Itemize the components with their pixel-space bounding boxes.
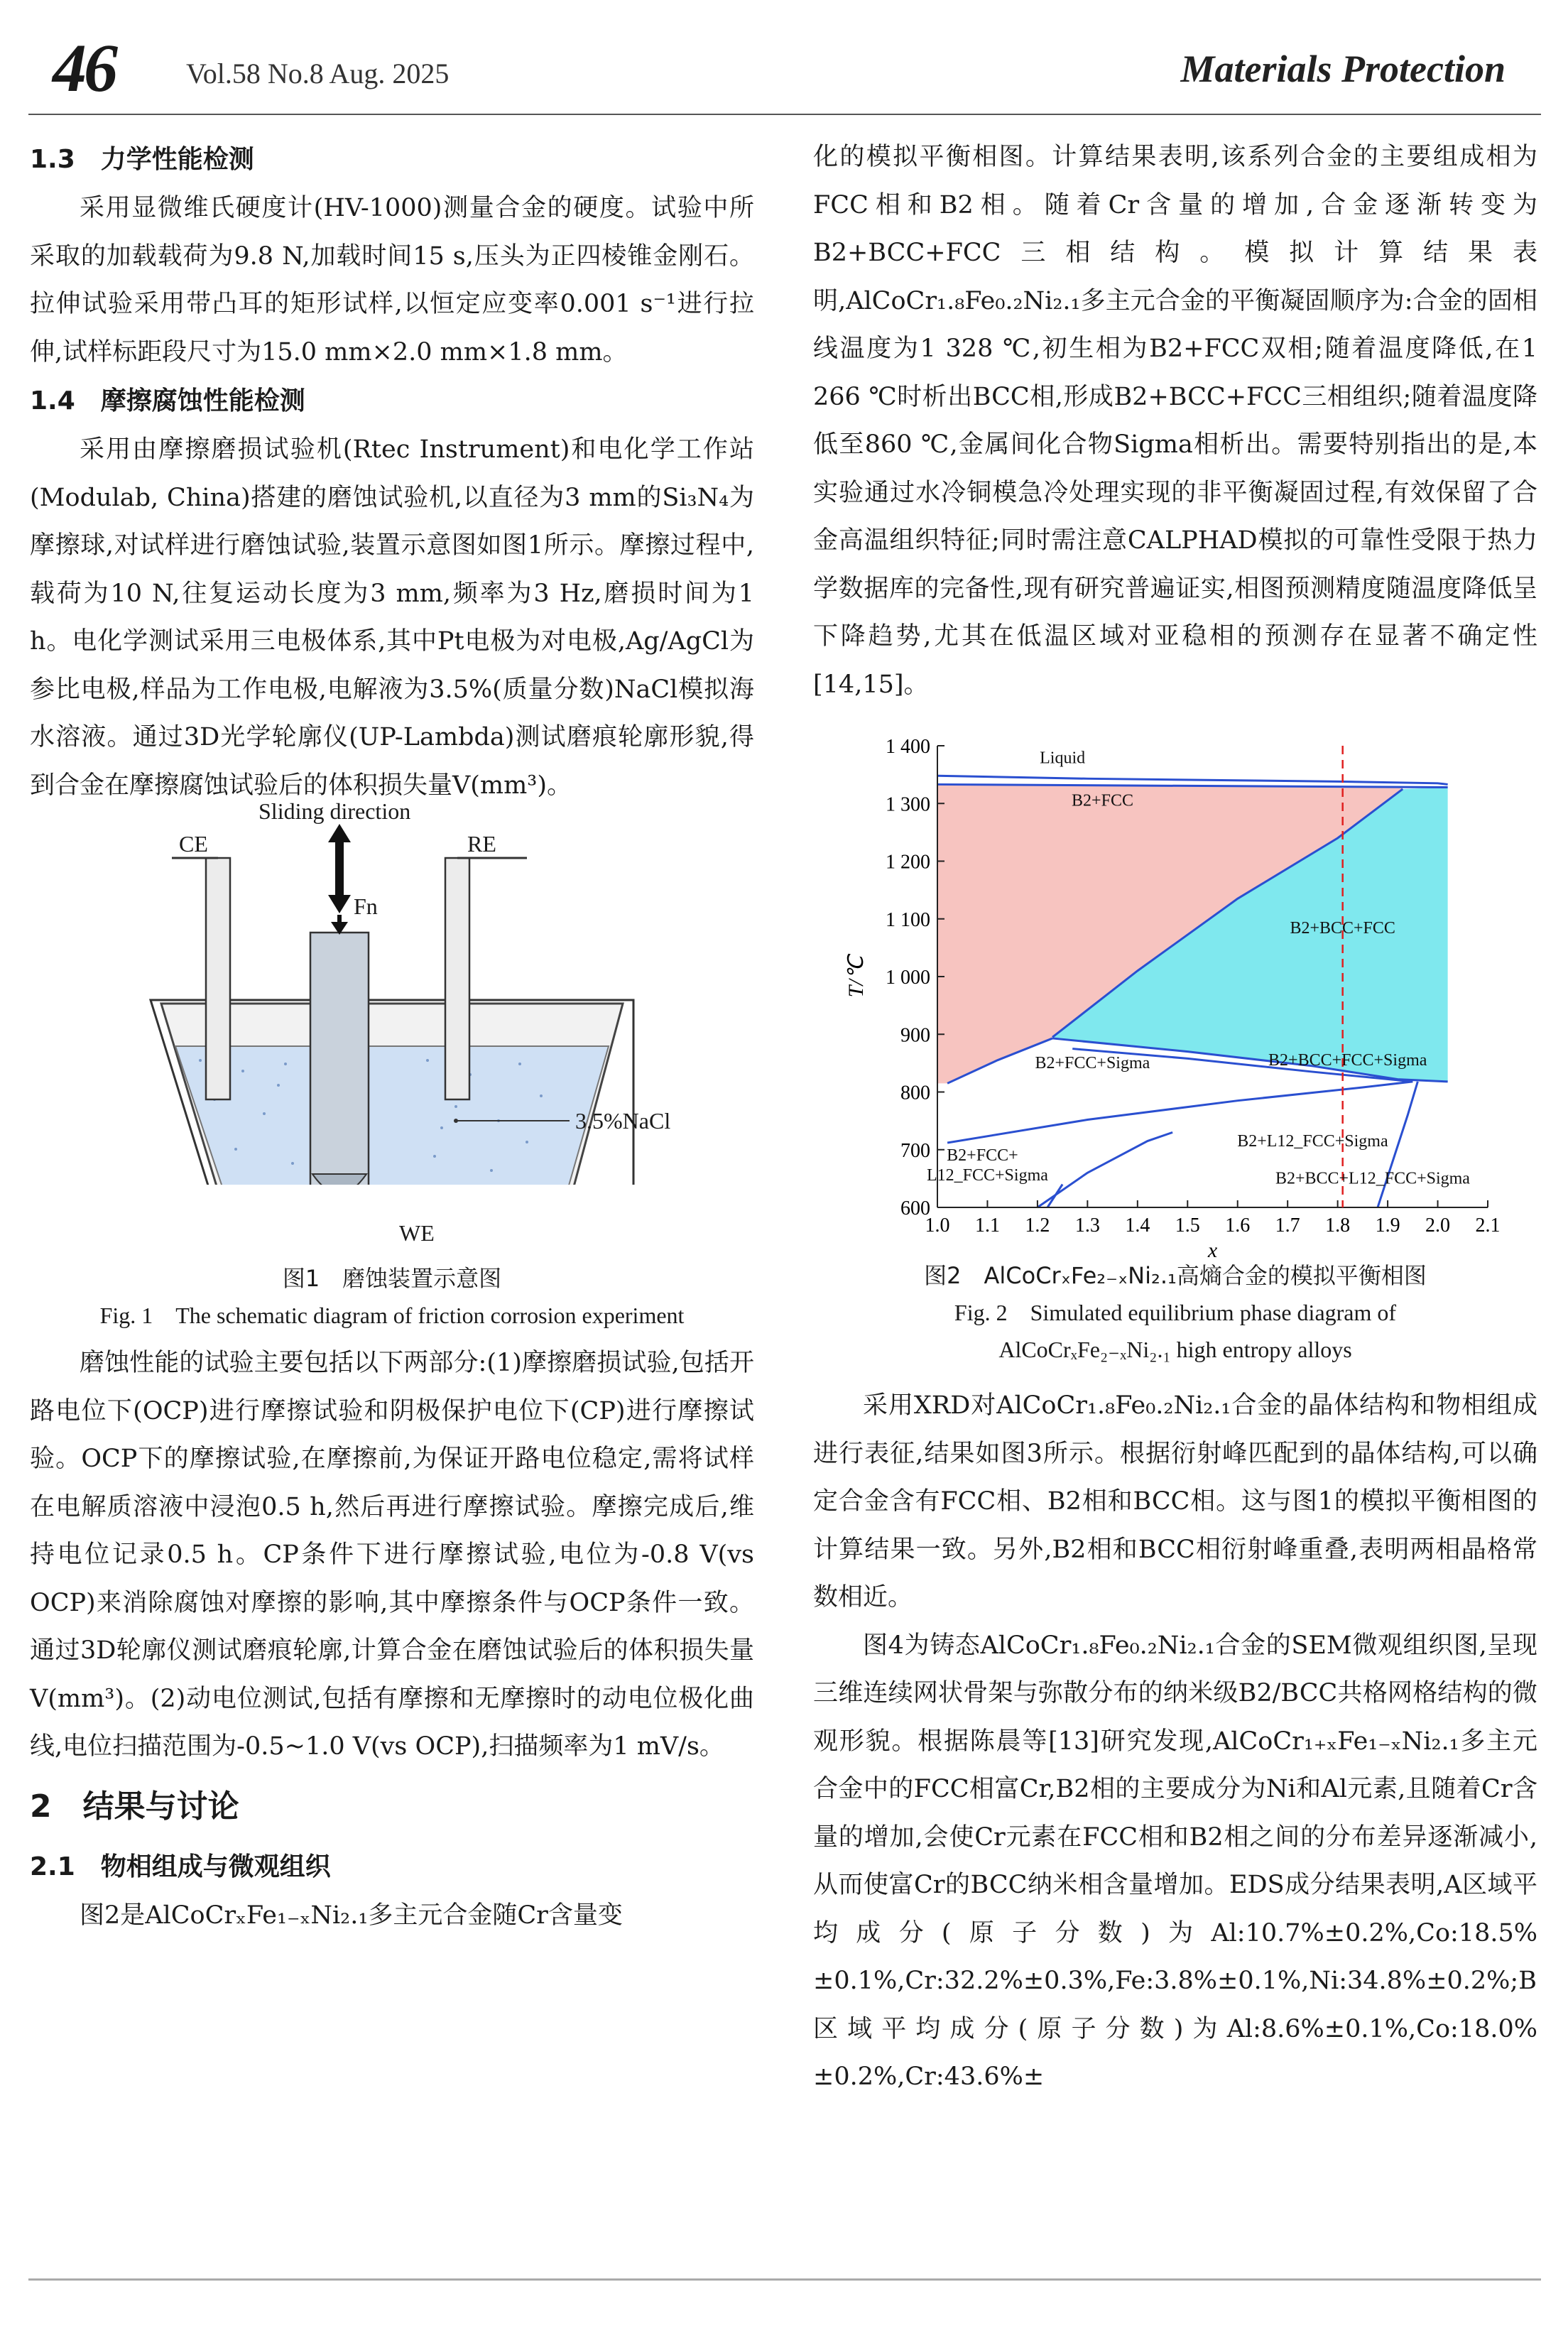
x-tick-label: 1.9	[1375, 1215, 1400, 1237]
figure-1	[30, 798, 754, 1256]
y-tick-label: 1 000	[886, 967, 930, 989]
boundary-liquidus	[937, 776, 1448, 784]
we-label: WE	[399, 1220, 435, 1246]
y-tick-label: 1 200	[886, 851, 930, 874]
re-label: RE	[467, 831, 496, 857]
y-tick-label: 900	[900, 1024, 930, 1047]
left-column	[30, 135, 754, 1940]
region-label: B2+FCC	[1072, 791, 1133, 810]
x-tick-label: 1.6	[1225, 1215, 1251, 1237]
header-rule	[28, 114, 1541, 115]
x-tick-label: 1.2	[1025, 1215, 1050, 1237]
paragraph: 采用XRD对AlCoCr₁.₈Fe₀.₂Ni₂.₁合金的晶体结构和物相组成进行表征,结果如图3所示。根据衍射峰匹配到的晶体结构,可以确定合金含有FCC相、B2相和BCC相。这与图1的模拟平衡相图的计算结果一致。另外,B2相和BCC相衍射峰重叠,表明两相晶格常数相近。	[813, 1391, 1537, 1612]
figure-1-caption-zh: 图1 磨蚀装置示意图	[282, 1265, 502, 1292]
region-label: Liquid	[1040, 749, 1086, 768]
paragraph: 图4为铸态AlCoCr₁.₈Fe₀.₂Ni₂.₁合金的SEM微观组织图,呈现三维连续网状骨架与弥散分布的纳米级B2/BCC共格网格结构的微观形貌。根据陈晨等[13]研究发现,AlCoCr₁₊ₓFe₁₋ₓNi₂.₁多主元合金中的FCC相富Cr,B2相的主要成分为Ni和Al元素,且随着Cr含量的增加,会使Cr元素在FCC相和B2相之间的分布差异逐渐减小,从而使富Cr的BCC纳米相含量增加。EDS成分结果表明,A区域平均成分(原子分数)为Al:10.7%±0.2%,Co:18.5%±0.1%,Cr:32.2%±0.3%,Fe:3.8%±0.1%,Ni:34.8%±0.2%;B区域平均成分(原子分数)为Al:8.6%±0.1%,Co:18.0%±0.2%,Cr:43.6%±	[813, 1631, 1537, 2091]
region-label: B2+FCC+	[947, 1146, 1018, 1166]
y-tick-label: 1 400	[886, 736, 930, 758]
volume-issue: Vol.58 No.8 Aug. 2025	[186, 58, 450, 89]
re-electrode	[445, 858, 469, 1099]
boundary-l12_left	[1038, 1132, 1172, 1207]
paragraph: 采用显微维氏硬度计(HV-1000)测量合金的硬度。试验中所采取的加载载荷为9.8 N,加载时间15 s,压头为正四棱锥金刚石。拉伸试验采用带凸耳的矩形试样,以恒定应变率0.001 s⁻¹进行拉伸,试样标距段尺寸为15.0 mm×2.0 mm×1.8 mm。	[30, 194, 754, 366]
section-heading-2-1: 2.1 物相组成与微观组织	[30, 1852, 331, 1881]
section-heading-2: 2 结果与讨论	[30, 1788, 239, 1825]
y-tick-label: 700	[900, 1139, 930, 1162]
footer-rule	[28, 2278, 1541, 2281]
phase-diagram-chart	[813, 717, 1537, 1257]
sliding-direction-label: Sliding direction	[258, 798, 411, 824]
ce-electrode	[206, 858, 230, 1099]
boundary-lower_left	[1047, 1185, 1062, 1208]
x-tick-label: 2.1	[1475, 1215, 1501, 1237]
y-tick-label: 800	[900, 1082, 930, 1104]
friction-ball	[312, 1174, 366, 1185]
x-tick-label: 1.1	[974, 1215, 1000, 1237]
x-axis-label: x	[1207, 1239, 1218, 1257]
paragraph: 图2是AlCoCrₓFe₁₋ₓNi₂.₁多主元合金随Cr含量变	[80, 1901, 623, 1930]
x-tick-label: 1.5	[1175, 1215, 1200, 1237]
region-label: B2+BCC+FCC	[1290, 919, 1395, 938]
y-tick-label: 1 300	[886, 793, 930, 816]
paragraph: 采用由摩擦磨损试验机(Rtec Instrument)和电化学工作站(Modulab, China)搭建的磨蚀试验机,以直径为3 mm的Si₃N₄为摩擦球,对试样进行磨蚀试验,装置示意图如图1所示。摩擦过程中,载荷为10 N,往复运动长度为3 mm,频率为3 Hz,磨损时间为1 h。电化学测试采用三电极体系,其中Pt电极为对电极,Ag/AgCl为参比电极,样品为工作电极,电解液为3.5%(质量分数)NaCl模拟海水溶液。通过3D光学轮廓仪(UP-Lambda)测试磨痕轮廓形貌,得到合金在摩擦腐蚀试验后的体积损失量V(mm³)。	[30, 435, 754, 800]
figure-2	[813, 717, 1537, 1257]
paragraph: 化的模拟平衡相图。计算结果表明,该系列合金的主要组成相为FCC相和B2相。随着Cr含量的增加,合金逐渐转变为B2+BCC+FCC三相结构。模拟计算结果表明,AlCoCr₁.₈Fe₀.₂Ni₂.₁多主元合金的平衡凝固顺序为:合金的固相线温度为1 328 ℃,初生相为B2+FCC双相;随着温度降低,在1 266 ℃时析出BCC相,形成B2+BCC+FCC三相组织;随着温度降低至860 ℃,金属间化合物Sigma相析出。需要特别指出的是,本实验通过水冷铜模急冷处理实现的非平衡凝固过程,有效保留了合金高温组织特征;同时需注意CALPHAD模拟的可靠性受限于热力学数据库的完备性,现有研究普遍证实,相图预测精度随温度降低呈下降趋势,尤其在低温区域对亚稳相的预测存在显著不确定性[14,15]。	[813, 143, 1537, 699]
y-axis-label: T/℃	[844, 955, 868, 998]
fn-label: Fn	[354, 893, 378, 919]
x-tick-label: 1.7	[1275, 1215, 1300, 1237]
electrolyte	[175, 1046, 609, 1185]
x-tick-label: 1.8	[1325, 1215, 1351, 1237]
ball-holder	[310, 933, 369, 1185]
region-label: B2+BCC+L12_FCC+Sigma	[1275, 1169, 1470, 1188]
region-label: B2+FCC+Sigma	[1035, 1054, 1150, 1073]
x-tick-label: 2.0	[1425, 1215, 1451, 1237]
region-label: L12_FCC+Sigma	[927, 1166, 1048, 1185]
x-tick-label: 1.4	[1125, 1215, 1150, 1237]
region-label: B2+L12_FCC+Sigma	[1237, 1131, 1388, 1151]
right-column	[813, 134, 1537, 2102]
x-tick-label: 1.3	[1074, 1215, 1100, 1237]
y-tick-label: 1 100	[886, 908, 930, 931]
page-number: 46	[53, 30, 115, 106]
x-tick-label: 1.0	[925, 1215, 950, 1237]
section-heading-1-4: 1.4 摩擦腐蚀性能检测	[30, 386, 305, 415]
figure-1-caption-en: Fig. 1 The schematic diagram of friction corrosion experiment	[99, 1303, 685, 1328]
journal-name: Materials Protection	[1180, 48, 1506, 90]
region-label: B2+BCC+FCC+Sigma	[1268, 1051, 1427, 1070]
nacl-label: 3.5%NaCl	[575, 1108, 671, 1134]
section-heading-1-3: 1.3 力学性能检测	[30, 145, 254, 174]
figure-2-caption-en-1: Fig. 2 Simulated equilibrium phase diagram of	[954, 1300, 1397, 1325]
y-tick-label: 600	[900, 1197, 930, 1219]
figure-2-caption-zh: 图2 AlCoCrₓFe₂₋ₓNi₂.₁高熵合金的模拟平衡相图	[924, 1262, 1427, 1289]
ce-label: CE	[179, 831, 208, 857]
paragraph: 磨蚀性能的试验主要包括以下两部分:(1)摩擦磨损试验,包括开路电位下(OCP)进行摩擦试验和阴极保护电位下(CP)进行摩擦试验。OCP下的摩擦试验,在摩擦前,为保证开路电位稳定,需将试样在电解质溶液中浸泡0.5 h,然后再进行摩擦试验。摩擦完成后,维持电位记录0.5 h。CP条件下进行摩擦试验,电位为-0.8 V(vs OCP)来消除腐蚀对摩擦的影响,其中摩擦条件与OCP条件一致。通过3D轮廓仪测试磨痕轮廓,计算合金在磨蚀试验后的体积损失量V(mm³)。(2)动电位测试,包括有摩擦和无摩擦时的动电位极化曲线,电位扫描范围为-0.5~1.0 V(vs OCP),扫描频率为1 mV/s。	[30, 1349, 754, 1761]
figure-2-caption-en-2: AlCoCrₓFe₂₋ₓNi₂.₁ high entropy alloys	[998, 1337, 1352, 1362]
